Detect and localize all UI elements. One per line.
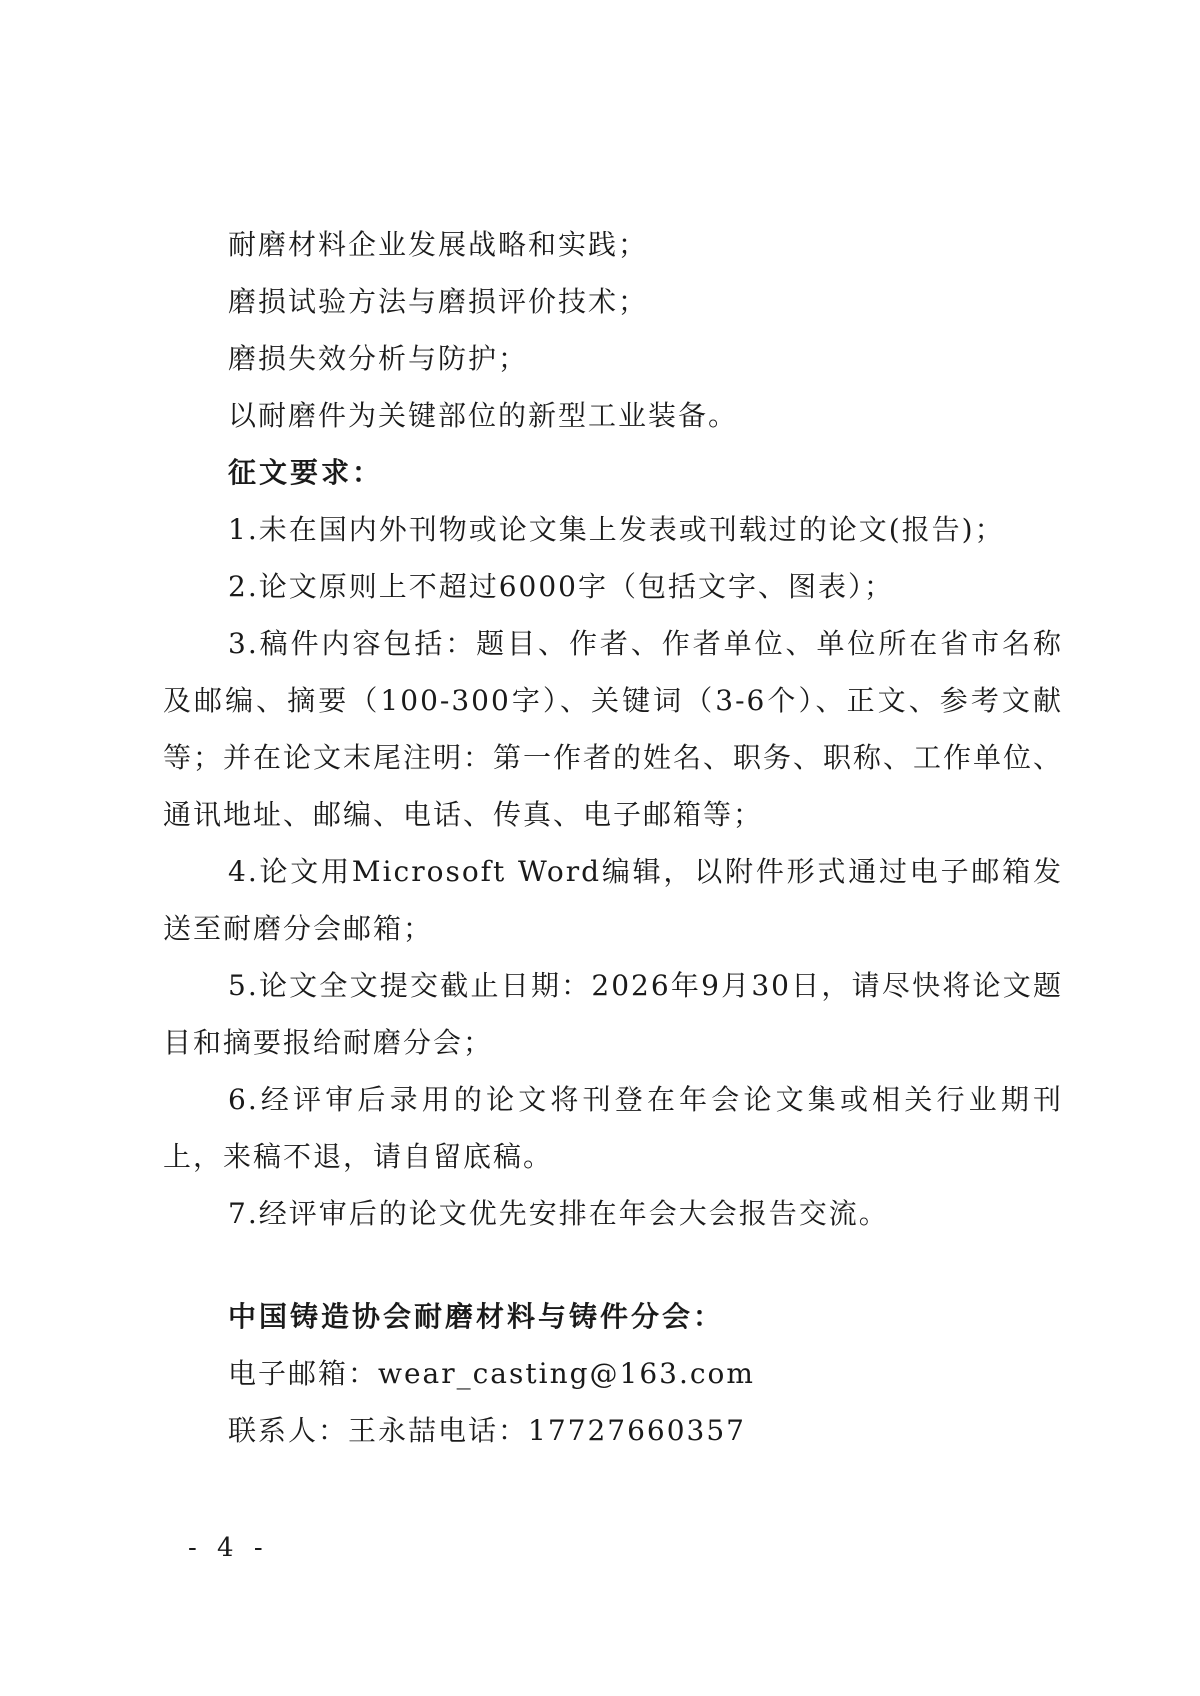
topic-item: 以耐磨件为关键部位的新型工业装备。	[228, 399, 739, 432]
requirement-item: 5.论文全文提交截止日期：2026年9月30日，请尽快将论文题目和摘要报给耐磨分会；	[163, 969, 1063, 1059]
topic-item: 磨损试验方法与磨损评价技术；	[228, 285, 649, 318]
topic-item: 磨损失效分析与防护；	[228, 342, 529, 375]
requirement-item: 4.论文用Microsoft Word编辑，以附件形式通过电子邮箱发送至耐磨分会邮箱；	[163, 855, 1063, 945]
contact-block	[228, 1288, 755, 1459]
contact-email: 电子邮箱：wear_casting@163.com	[228, 1357, 755, 1390]
document-body	[163, 216, 1063, 1242]
requirement-item: 3.稿件内容包括：题目、作者、作者单位、单位所在省市名称及邮编、摘要（100-300字）、关键词（3-6个）、正文、参考文献等；并在论文末尾注明：第一作者的姓名、职务、职称、工作单位、通讯地址、邮编、电话、传真、电子邮箱等；	[163, 627, 1064, 831]
requirement-item: 7.经评审后的论文优先安排在年会大会报告交流。	[228, 1197, 889, 1230]
requirement-item: 2.论文原则上不超过6000字（包括文字、图表）；	[228, 570, 894, 603]
requirements-heading: 征文要求：	[228, 456, 384, 489]
page-number: - 4 -	[188, 1533, 269, 1563]
contact-person: 联系人：王永喆电话：17727660357	[228, 1414, 746, 1447]
requirement-item: 6.经评审后录用的论文将刊登在年会论文集或相关行业期刊上，来稿不退，请自留底稿。	[163, 1083, 1063, 1173]
topic-item: 耐磨材料企业发展战略和实践；	[228, 228, 649, 261]
requirement-item: 1.未在国内外刊物或论文集上发表或刊载过的论文(报告)；	[228, 513, 1005, 546]
contact-organization: 中国铸造协会耐磨材料与铸件分会：	[228, 1300, 725, 1333]
